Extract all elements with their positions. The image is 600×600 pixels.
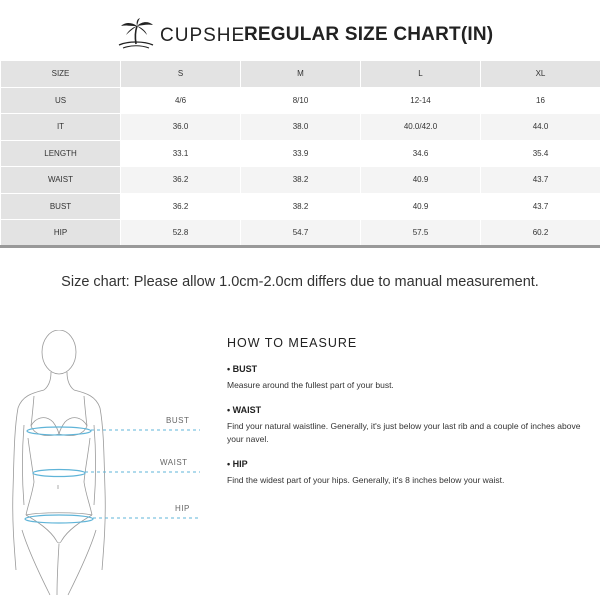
table-cell: 44.0: [481, 114, 600, 141]
table-cell: 38.2: [241, 167, 361, 194]
brand-name: CUPSHE: [160, 25, 246, 46]
table-cell: 40.9: [361, 167, 481, 194]
instruction-text: Find the widest part of your hips. Generally, it's 8 inches below your waist.: [227, 475, 505, 485]
hip-label: HIP: [175, 504, 190, 513]
table-cell: 36.0: [121, 114, 241, 141]
instruction-heading: • WAIST: [227, 405, 262, 415]
table-cell: 43.7: [481, 193, 600, 220]
row-label: US: [1, 87, 121, 114]
body-measurement-figure: [0, 330, 200, 600]
row-label: BUST: [1, 193, 121, 220]
column-header: S: [121, 61, 241, 88]
waist-label: WAIST: [160, 458, 188, 467]
how-to-measure-section: [227, 336, 587, 500]
table-header-row: [1, 61, 600, 88]
table-cell: 33.1: [121, 140, 241, 167]
table-cell: 36.2: [121, 167, 241, 194]
table-cell: 16: [481, 87, 600, 114]
size-chart-table: [0, 60, 600, 247]
column-header: SIZE: [1, 61, 121, 88]
table-cell: 40.9: [361, 193, 481, 220]
table-cell: 35.4: [481, 140, 600, 167]
table-cell: 52.8: [121, 220, 241, 247]
row-label: LENGTH: [1, 140, 121, 167]
table-cell: 34.6: [361, 140, 481, 167]
table-row: [1, 167, 600, 194]
table-cell: 57.5: [361, 220, 481, 247]
measurement-note: Size chart: Please allow 1.0cm-2.0cm differs due to manual measurement.: [61, 274, 539, 290]
table-bottom-rule: [0, 245, 600, 248]
table-row: [1, 140, 600, 167]
column-header: XL: [481, 61, 600, 88]
instruction-text: Measure around the fullest part of your bust.: [227, 380, 394, 390]
table-cell: 38.0: [241, 114, 361, 141]
table-cell: 43.7: [481, 167, 600, 194]
table-row: [1, 193, 600, 220]
table-cell: 60.2: [481, 220, 600, 247]
bust-instruction: [227, 364, 587, 392]
table-row: [1, 114, 600, 141]
palm-tree-logo-icon: [116, 18, 156, 50]
table-cell: 4/6: [121, 87, 241, 114]
table-cell: 36.2: [121, 193, 241, 220]
page-title: REGULAR SIZE CHART(IN): [244, 24, 494, 45]
bust-label: BUST: [166, 416, 190, 425]
header: [0, 14, 600, 54]
table-cell: 33.9: [241, 140, 361, 167]
instruction-heading: • HIP: [227, 459, 248, 469]
how-to-measure-title: HOW TO MEASURE: [227, 336, 358, 350]
table-cell: 40.0/42.0: [361, 114, 481, 141]
table-row: [1, 220, 600, 247]
table-cell: 54.7: [241, 220, 361, 247]
waist-instruction: [227, 405, 587, 446]
column-header: L: [361, 61, 481, 88]
table-row: [1, 87, 600, 114]
table-cell: 8/10: [241, 87, 361, 114]
hip-instruction: [227, 459, 587, 487]
row-label: HIP: [1, 220, 121, 247]
column-header: M: [241, 61, 361, 88]
instruction-text: Find your natural waistline. Generally, it's just below your last rib and a couple of inches above your navel.: [227, 421, 581, 444]
instruction-heading: • BUST: [227, 364, 258, 374]
row-label: WAIST: [1, 167, 121, 194]
table-cell: 38.2: [241, 193, 361, 220]
table-cell: 12-14: [361, 87, 481, 114]
row-label: IT: [1, 114, 121, 141]
